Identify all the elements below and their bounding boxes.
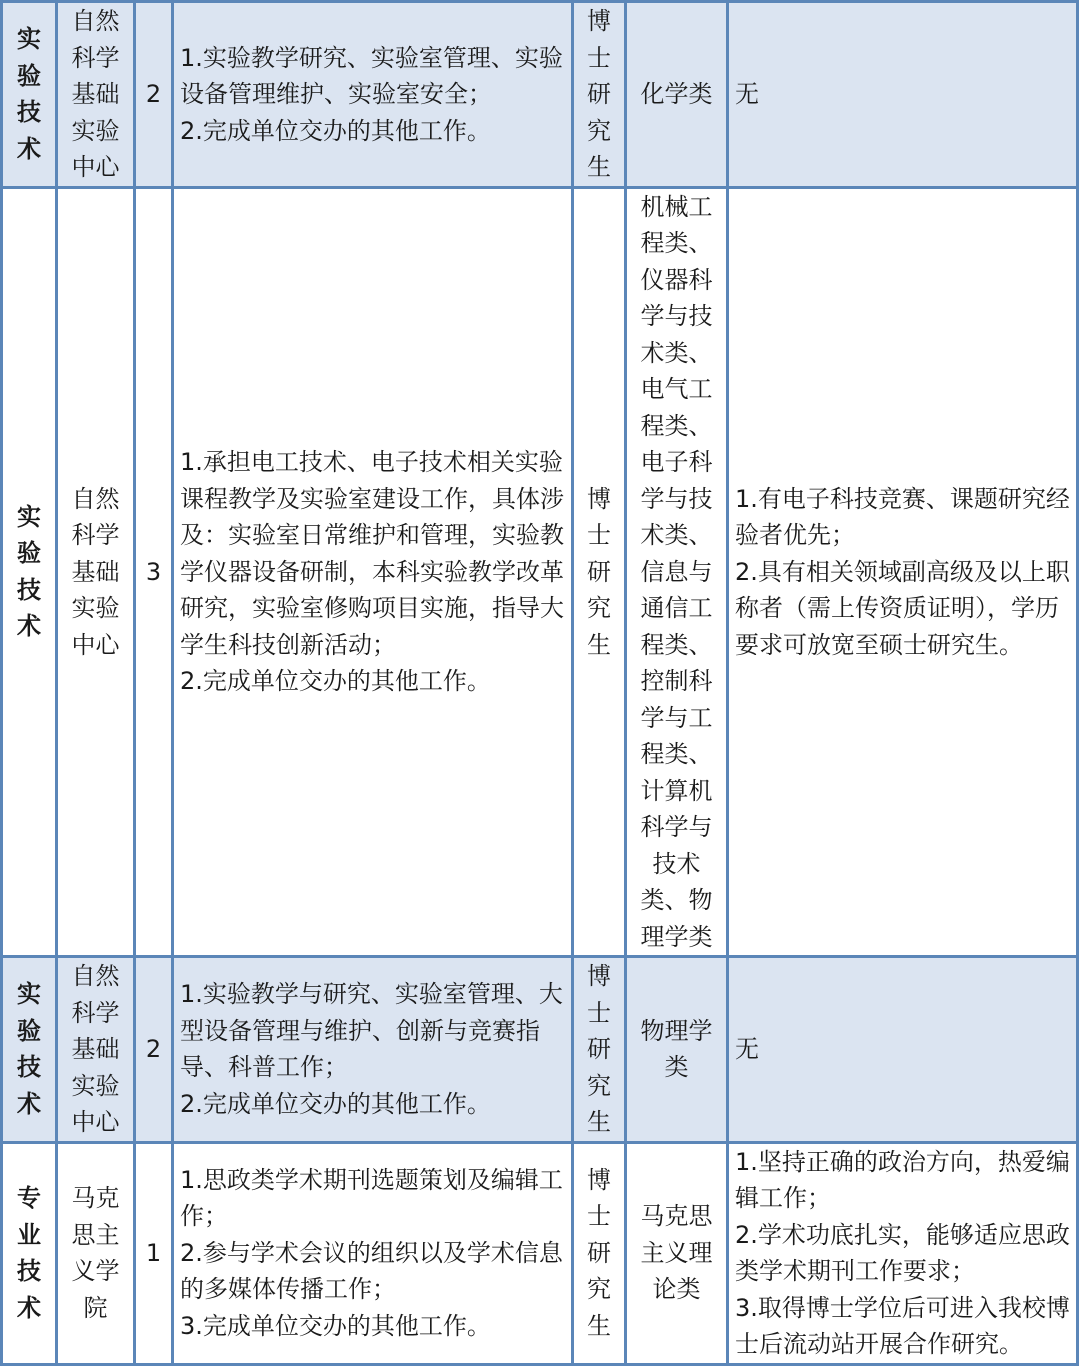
education-cell: 博士研究生 — [573, 1142, 626, 1364]
count-cell: 2 — [135, 957, 173, 1143]
duty-line: 1.实验教学与研究、实验室管理、大型设备管理与维护、创新与竞赛指导、科普工作； — [180, 980, 563, 1082]
duty-line: 2.完成单位交办的其他工作。 — [180, 1089, 491, 1118]
count-cell: 3 — [135, 187, 173, 957]
unit-cell: 自然科学基础实验中心 — [57, 957, 135, 1143]
requirements-cell — [728, 2, 1078, 188]
duty-line: 1.承担电工技术、电子技术相关实验课程教学及实验室建设工作，具体涉及：实验室日常维护和管理，实验教学仪器设备研制，本科实验教学改革研究，实验室修购项目实施，指导大学生科技创新活动； — [180, 448, 564, 659]
table-row — [2, 187, 1078, 957]
requirements-cell — [728, 957, 1078, 1143]
table-row — [2, 957, 1078, 1143]
education-cell: 博士研究生 — [573, 957, 626, 1143]
requirements-cell — [728, 187, 1078, 957]
duty-line: 1.实验教学研究、实验室管理、实验设备管理维护、实验室安全； — [180, 43, 563, 108]
duty-line: 3.完成单位交办的其他工作。 — [180, 1311, 491, 1340]
category-cell: 专业技术 — [2, 1142, 57, 1364]
unit-cell: 自然科学基础实验中心 — [57, 187, 135, 957]
requirement-line: 1.坚持正确的政治方向，热爱编辑工作； — [735, 1147, 1070, 1212]
education-cell: 博士研究生 — [573, 2, 626, 188]
duties-cell — [173, 957, 573, 1143]
major-cell: 物理学类 — [626, 957, 728, 1143]
unit-cell: 马克思主义学院 — [57, 1142, 135, 1364]
table-row — [2, 2, 1078, 188]
duties-cell — [173, 187, 573, 957]
duties-cell — [173, 1142, 573, 1364]
unit-cell: 自然科学基础实验中心 — [57, 2, 135, 188]
duty-line: 2.完成单位交办的其他工作。 — [180, 116, 491, 145]
table-row — [2, 1142, 1078, 1364]
requirements-cell — [728, 1142, 1078, 1364]
requirement-line: 无 — [735, 1035, 759, 1063]
duty-line: 2.参与学术会议的组织以及学术信息的多媒体传播工作； — [180, 1238, 563, 1304]
major-cell: 化学类 — [626, 2, 728, 188]
education-cell: 博士研究生 — [573, 187, 626, 957]
category-cell: 实验技术 — [2, 187, 57, 957]
category-cell: 实验技术 — [2, 2, 57, 188]
requirement-line: 1.有电子科技竞赛、课题研究经验者优先； — [735, 484, 1070, 549]
duties-cell — [173, 2, 573, 188]
category-cell: 实验技术 — [2, 957, 57, 1143]
requirement-line: 2.具有相关领域副高级及以上职称者（需上传资质证明），学历要求可放宽至硕士研究生。 — [735, 557, 1070, 659]
major-cell: 机械工程类、仪器科学与技术类、电气工程类、电子科学与技术类、信息与通信工程类、控制科学与工程类、计算机科学与技术类、物理学类 — [626, 187, 728, 957]
count-cell: 2 — [135, 2, 173, 188]
duty-line: 1.思政类学术期刊选题策划及编辑工作； — [180, 1165, 563, 1231]
requirement-line: 2.学术功底扎实，能够适应思政类学术期刊工作要求； — [735, 1220, 1070, 1285]
requirement-line: 无 — [735, 80, 759, 108]
duty-line: 2.完成单位交办的其他工作。 — [180, 667, 491, 695]
requirement-line: 3.取得博士学位后可进入我校博士后流动站开展合作研究。 — [735, 1293, 1070, 1358]
count-cell: 1 — [135, 1142, 173, 1364]
major-cell: 马克思主义理论类 — [626, 1142, 728, 1364]
